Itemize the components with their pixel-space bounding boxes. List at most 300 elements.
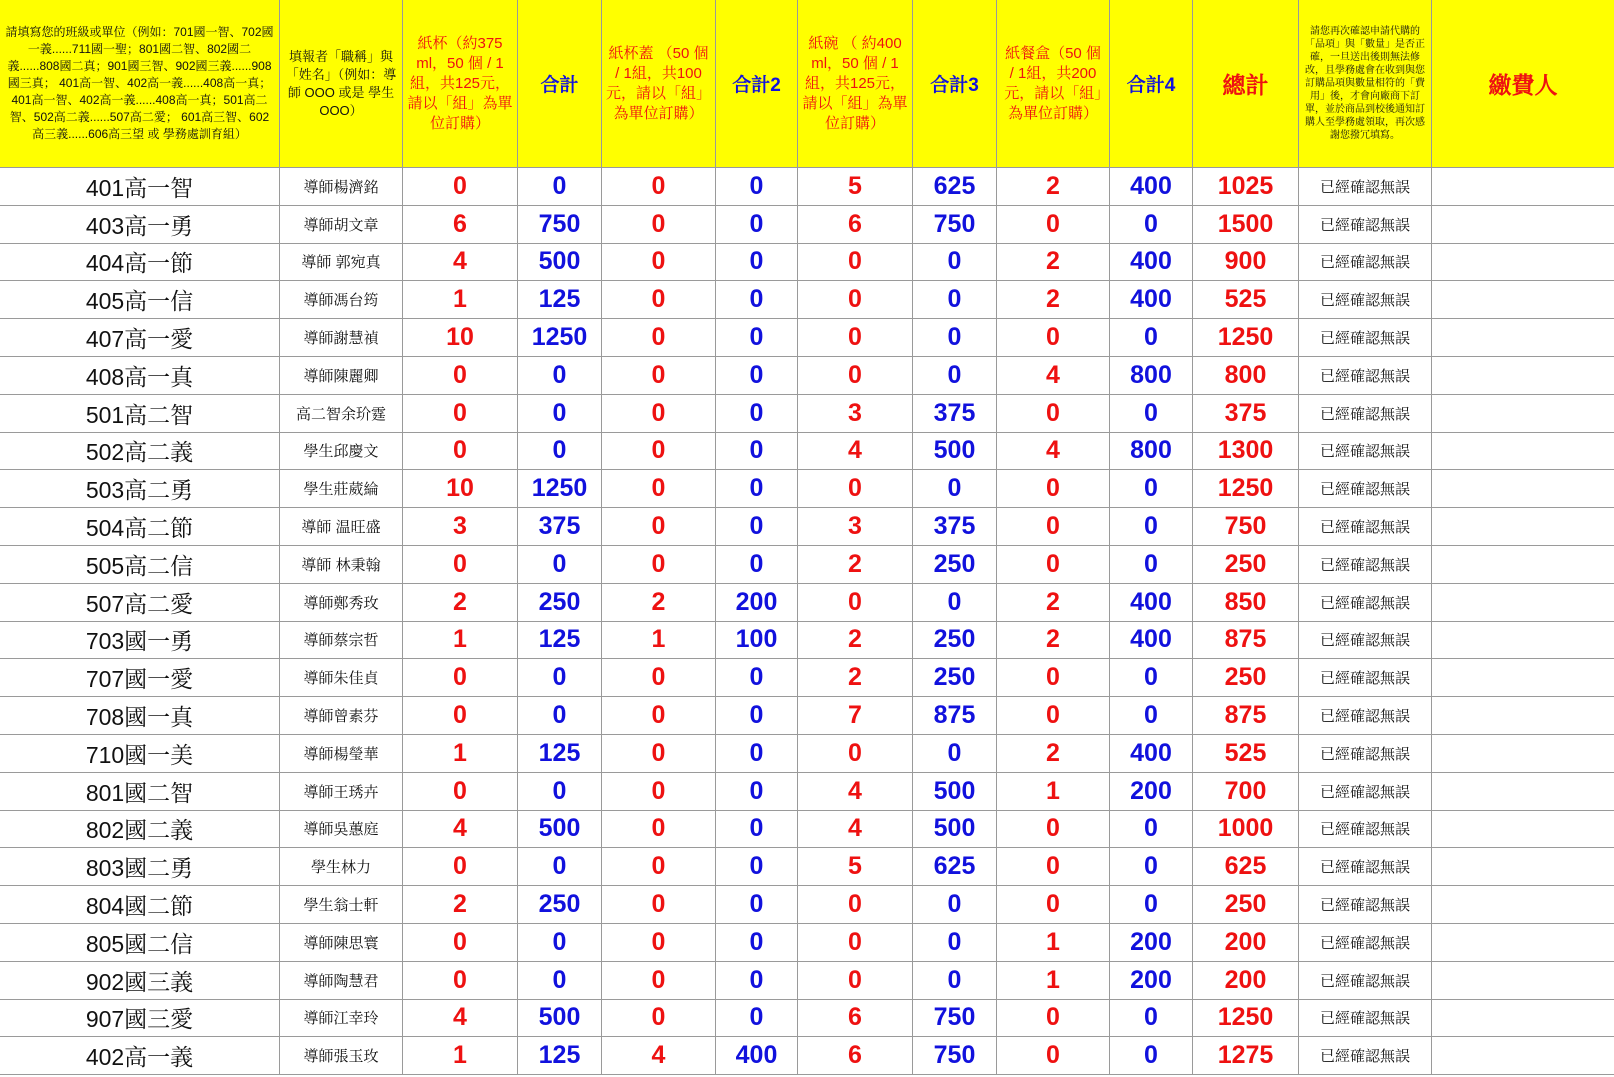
paper-bowl-cell[interactable]: 3	[798, 508, 913, 546]
total2-cell[interactable]: 100	[716, 622, 798, 660]
cup-lid-cell[interactable]: 0	[602, 697, 716, 735]
paper-bowl-cell[interactable]: 0	[798, 886, 913, 924]
confirm-cell[interactable]: 已經確認無誤	[1299, 773, 1432, 811]
payer-cell[interactable]	[1432, 848, 1614, 886]
total2-cell[interactable]: 0	[716, 244, 798, 282]
meal-box-cell[interactable]: 0	[997, 811, 1110, 849]
class-cell[interactable]: 404高一節	[0, 244, 280, 282]
paper-bowl-cell[interactable]: 0	[798, 319, 913, 357]
class-cell[interactable]: 805國二信	[0, 924, 280, 962]
grand-total-cell[interactable]: 1250	[1193, 1000, 1299, 1038]
confirm-cell[interactable]: 已經確認無誤	[1299, 584, 1432, 622]
paper-cup-cell[interactable]: 0	[403, 697, 518, 735]
total2-cell[interactable]: 0	[716, 848, 798, 886]
total1-cell[interactable]: 250	[518, 886, 602, 924]
paper-cup-cell[interactable]: 1	[403, 1037, 518, 1075]
confirm-cell[interactable]: 已經確認無誤	[1299, 924, 1432, 962]
header-total3[interactable]: 合計3	[913, 0, 997, 168]
confirm-cell[interactable]: 已經確認無誤	[1299, 244, 1432, 282]
total4-cell[interactable]: 0	[1110, 470, 1193, 508]
paper-bowl-cell[interactable]: 0	[798, 470, 913, 508]
payer-cell[interactable]	[1432, 622, 1614, 660]
cup-lid-cell[interactable]: 0	[602, 319, 716, 357]
reporter-cell[interactable]: 導師張玉玫	[280, 1037, 403, 1075]
confirm-cell[interactable]: 已經確認無誤	[1299, 811, 1432, 849]
total1-cell[interactable]: 0	[518, 357, 602, 395]
reporter-cell[interactable]: 學生林力	[280, 848, 403, 886]
total3-cell[interactable]: 750	[913, 1000, 997, 1038]
total1-cell[interactable]: 125	[518, 735, 602, 773]
header-total4[interactable]: 合計4	[1110, 0, 1193, 168]
grand-total-cell[interactable]: 875	[1193, 622, 1299, 660]
cup-lid-cell[interactable]: 0	[602, 508, 716, 546]
total4-cell[interactable]: 400	[1110, 622, 1193, 660]
meal-box-cell[interactable]: 0	[997, 546, 1110, 584]
total2-cell[interactable]: 0	[716, 508, 798, 546]
header-meal-box[interactable]: 紙餐盒（50 個 / 1組，共200元，請以「組」為單位訂購）	[997, 0, 1110, 168]
meal-box-cell[interactable]: 1	[997, 924, 1110, 962]
paper-cup-cell[interactable]: 1	[403, 735, 518, 773]
total3-cell[interactable]: 500	[913, 773, 997, 811]
header-confirm[interactable]: 請您再次確認申請代購的「品項」與「數量」是否正確，一旦送出後則無法修改，且學務處會在收到與您訂購品項與數量相符的「費用」後，才會向廠商下訂單，並於商品到校後通知訂購人至學務處領取，再次感謝您撥冗填寫。	[1299, 0, 1432, 168]
header-reporter[interactable]: 填報者「職稱」與「姓名」（例如：導師 OOO 或是 學生OOO）	[280, 0, 403, 168]
reporter-cell[interactable]: 導師 郭宛真	[280, 244, 403, 282]
paper-bowl-cell[interactable]: 0	[798, 584, 913, 622]
total3-cell[interactable]: 250	[913, 659, 997, 697]
confirm-cell[interactable]: 已經確認無誤	[1299, 508, 1432, 546]
meal-box-cell[interactable]: 2	[997, 168, 1110, 206]
total1-cell[interactable]: 0	[518, 433, 602, 471]
meal-box-cell[interactable]: 2	[997, 622, 1110, 660]
total3-cell[interactable]: 500	[913, 433, 997, 471]
meal-box-cell[interactable]: 0	[997, 848, 1110, 886]
meal-box-cell[interactable]: 4	[997, 433, 1110, 471]
total4-cell[interactable]: 0	[1110, 886, 1193, 924]
class-cell[interactable]: 502高二義	[0, 433, 280, 471]
header-total2[interactable]: 合計2	[716, 0, 798, 168]
paper-bowl-cell[interactable]: 5	[798, 168, 913, 206]
meal-box-cell[interactable]: 0	[997, 508, 1110, 546]
payer-cell[interactable]	[1432, 924, 1614, 962]
header-total1[interactable]: 合計	[518, 0, 602, 168]
cup-lid-cell[interactable]: 0	[602, 659, 716, 697]
meal-box-cell[interactable]: 0	[997, 470, 1110, 508]
total1-cell[interactable]: 0	[518, 697, 602, 735]
reporter-cell[interactable]: 導師朱佳貞	[280, 659, 403, 697]
grand-total-cell[interactable]: 1500	[1193, 206, 1299, 244]
total4-cell[interactable]: 0	[1110, 811, 1193, 849]
grand-total-cell[interactable]: 1250	[1193, 470, 1299, 508]
total1-cell[interactable]: 0	[518, 962, 602, 1000]
header-paper-cup[interactable]: 紙杯（約375 ml，50 個 / 1 組，共125元，請以「組」為單位訂購）	[403, 0, 518, 168]
meal-box-cell[interactable]: 0	[997, 697, 1110, 735]
payer-cell[interactable]	[1432, 244, 1614, 282]
payer-cell[interactable]	[1432, 395, 1614, 433]
confirm-cell[interactable]: 已經確認無誤	[1299, 395, 1432, 433]
paper-bowl-cell[interactable]: 0	[798, 244, 913, 282]
total1-cell[interactable]: 125	[518, 1037, 602, 1075]
class-cell[interactable]: 503高二勇	[0, 470, 280, 508]
reporter-cell[interactable]: 導師楊濟銘	[280, 168, 403, 206]
paper-bowl-cell[interactable]: 4	[798, 433, 913, 471]
paper-cup-cell[interactable]: 4	[403, 244, 518, 282]
paper-cup-cell[interactable]: 1	[403, 622, 518, 660]
grand-total-cell[interactable]: 250	[1193, 546, 1299, 584]
reporter-cell[interactable]: 導師王琇卉	[280, 773, 403, 811]
total4-cell[interactable]: 0	[1110, 319, 1193, 357]
confirm-cell[interactable]: 已經確認無誤	[1299, 659, 1432, 697]
total2-cell[interactable]: 0	[716, 206, 798, 244]
total2-cell[interactable]: 0	[716, 962, 798, 1000]
total3-cell[interactable]: 750	[913, 1037, 997, 1075]
class-cell[interactable]: 504高二節	[0, 508, 280, 546]
payer-cell[interactable]	[1432, 1037, 1614, 1075]
cup-lid-cell[interactable]: 0	[602, 168, 716, 206]
reporter-cell[interactable]: 導師謝慧禎	[280, 319, 403, 357]
reporter-cell[interactable]: 導師陳思寰	[280, 924, 403, 962]
cup-lid-cell[interactable]: 0	[602, 546, 716, 584]
confirm-cell[interactable]: 已經確認無誤	[1299, 319, 1432, 357]
confirm-cell[interactable]: 已經確認無誤	[1299, 433, 1432, 471]
paper-bowl-cell[interactable]: 0	[798, 281, 913, 319]
total3-cell[interactable]: 625	[913, 168, 997, 206]
total1-cell[interactable]: 0	[518, 924, 602, 962]
cup-lid-cell[interactable]: 0	[602, 924, 716, 962]
total1-cell[interactable]: 250	[518, 584, 602, 622]
meal-box-cell[interactable]: 2	[997, 244, 1110, 282]
total1-cell[interactable]: 0	[518, 773, 602, 811]
paper-cup-cell[interactable]: 0	[403, 168, 518, 206]
total1-cell[interactable]: 0	[518, 168, 602, 206]
class-cell[interactable]: 402高一義	[0, 1037, 280, 1075]
confirm-cell[interactable]: 已經確認無誤	[1299, 546, 1432, 584]
total1-cell[interactable]: 375	[518, 508, 602, 546]
total3-cell[interactable]: 0	[913, 281, 997, 319]
payer-cell[interactable]	[1432, 697, 1614, 735]
total1-cell[interactable]: 0	[518, 848, 602, 886]
confirm-cell[interactable]: 已經確認無誤	[1299, 206, 1432, 244]
grand-total-cell[interactable]: 200	[1193, 924, 1299, 962]
paper-bowl-cell[interactable]: 0	[798, 735, 913, 773]
class-cell[interactable]: 801國二智	[0, 773, 280, 811]
payer-cell[interactable]	[1432, 1000, 1614, 1038]
paper-cup-cell[interactable]: 4	[403, 1000, 518, 1038]
paper-bowl-cell[interactable]: 0	[798, 962, 913, 1000]
paper-cup-cell[interactable]: 10	[403, 470, 518, 508]
total4-cell[interactable]: 400	[1110, 244, 1193, 282]
reporter-cell[interactable]: 導師吳蕙庭	[280, 811, 403, 849]
class-cell[interactable]: 407高一愛	[0, 319, 280, 357]
paper-bowl-cell[interactable]: 2	[798, 546, 913, 584]
confirm-cell[interactable]: 已經確認無誤	[1299, 622, 1432, 660]
grand-total-cell[interactable]: 800	[1193, 357, 1299, 395]
meal-box-cell[interactable]: 1	[997, 962, 1110, 1000]
reporter-cell[interactable]: 導師胡文章	[280, 206, 403, 244]
total1-cell[interactable]: 125	[518, 281, 602, 319]
grand-total-cell[interactable]: 200	[1193, 962, 1299, 1000]
total2-cell[interactable]: 0	[716, 357, 798, 395]
paper-cup-cell[interactable]: 0	[403, 357, 518, 395]
payer-cell[interactable]	[1432, 206, 1614, 244]
paper-bowl-cell[interactable]: 6	[798, 206, 913, 244]
paper-bowl-cell[interactable]: 7	[798, 697, 913, 735]
cup-lid-cell[interactable]: 0	[602, 811, 716, 849]
grand-total-cell[interactable]: 850	[1193, 584, 1299, 622]
paper-cup-cell[interactable]: 2	[403, 584, 518, 622]
confirm-cell[interactable]: 已經確認無誤	[1299, 735, 1432, 773]
paper-cup-cell[interactable]: 10	[403, 319, 518, 357]
paper-bowl-cell[interactable]: 5	[798, 848, 913, 886]
confirm-cell[interactable]: 已經確認無誤	[1299, 697, 1432, 735]
reporter-cell[interactable]: 學生莊葳綸	[280, 470, 403, 508]
payer-cell[interactable]	[1432, 319, 1614, 357]
total4-cell[interactable]: 200	[1110, 924, 1193, 962]
class-cell[interactable]: 707國一愛	[0, 659, 280, 697]
total4-cell[interactable]: 800	[1110, 433, 1193, 471]
total2-cell[interactable]: 0	[716, 924, 798, 962]
grand-total-cell[interactable]: 750	[1193, 508, 1299, 546]
cup-lid-cell[interactable]: 0	[602, 886, 716, 924]
payer-cell[interactable]	[1432, 433, 1614, 471]
cup-lid-cell[interactable]: 0	[602, 395, 716, 433]
paper-cup-cell[interactable]: 0	[403, 433, 518, 471]
reporter-cell[interactable]: 導師江幸玲	[280, 1000, 403, 1038]
reporter-cell[interactable]: 導師 温旺盛	[280, 508, 403, 546]
total4-cell[interactable]: 0	[1110, 1037, 1193, 1075]
total3-cell[interactable]: 250	[913, 546, 997, 584]
meal-box-cell[interactable]: 2	[997, 584, 1110, 622]
meal-box-cell[interactable]: 0	[997, 395, 1110, 433]
total2-cell[interactable]: 0	[716, 281, 798, 319]
class-cell[interactable]: 802國二義	[0, 811, 280, 849]
class-cell[interactable]: 902國三義	[0, 962, 280, 1000]
total4-cell[interactable]: 0	[1110, 206, 1193, 244]
total4-cell[interactable]: 0	[1110, 848, 1193, 886]
class-cell[interactable]: 804國二節	[0, 886, 280, 924]
total2-cell[interactable]: 0	[716, 811, 798, 849]
reporter-cell[interactable]: 學生翁士軒	[280, 886, 403, 924]
total4-cell[interactable]: 400	[1110, 168, 1193, 206]
paper-cup-cell[interactable]: 1	[403, 281, 518, 319]
total1-cell[interactable]: 125	[518, 622, 602, 660]
cup-lid-cell[interactable]: 0	[602, 848, 716, 886]
paper-bowl-cell[interactable]: 4	[798, 773, 913, 811]
total3-cell[interactable]: 625	[913, 848, 997, 886]
payer-cell[interactable]	[1432, 811, 1614, 849]
grand-total-cell[interactable]: 250	[1193, 886, 1299, 924]
meal-box-cell[interactable]: 0	[997, 659, 1110, 697]
paper-cup-cell[interactable]: 6	[403, 206, 518, 244]
total2-cell[interactable]: 0	[716, 735, 798, 773]
grand-total-cell[interactable]: 525	[1193, 281, 1299, 319]
total1-cell[interactable]: 750	[518, 206, 602, 244]
cup-lid-cell[interactable]: 0	[602, 773, 716, 811]
grand-total-cell[interactable]: 1275	[1193, 1037, 1299, 1075]
paper-bowl-cell[interactable]: 3	[798, 395, 913, 433]
paper-cup-cell[interactable]: 0	[403, 848, 518, 886]
class-cell[interactable]: 408高一真	[0, 357, 280, 395]
total4-cell[interactable]: 0	[1110, 1000, 1193, 1038]
confirm-cell[interactable]: 已經確認無誤	[1299, 470, 1432, 508]
paper-cup-cell[interactable]: 0	[403, 659, 518, 697]
total2-cell[interactable]: 0	[716, 659, 798, 697]
cup-lid-cell[interactable]: 0	[602, 962, 716, 1000]
class-cell[interactable]: 405高一信	[0, 281, 280, 319]
grand-total-cell[interactable]: 1300	[1193, 433, 1299, 471]
grand-total-cell[interactable]: 900	[1193, 244, 1299, 282]
total3-cell[interactable]: 750	[913, 206, 997, 244]
paper-bowl-cell[interactable]: 2	[798, 659, 913, 697]
payer-cell[interactable]	[1432, 735, 1614, 773]
reporter-cell[interactable]: 導師蔡宗哲	[280, 622, 403, 660]
grand-total-cell[interactable]: 375	[1193, 395, 1299, 433]
header-paper-bowl[interactable]: 紙碗 （ 約400 ml，50 個 / 1 組，共125元，請以「組」為單位訂購）	[798, 0, 913, 168]
total3-cell[interactable]: 875	[913, 697, 997, 735]
meal-box-cell[interactable]: 0	[997, 1000, 1110, 1038]
total4-cell[interactable]: 400	[1110, 735, 1193, 773]
total3-cell[interactable]: 0	[913, 319, 997, 357]
cup-lid-cell[interactable]: 0	[602, 735, 716, 773]
cup-lid-cell[interactable]: 0	[602, 1000, 716, 1038]
confirm-cell[interactable]: 已經確認無誤	[1299, 281, 1432, 319]
header-grand-total[interactable]: 總計	[1193, 0, 1299, 168]
reporter-cell[interactable]: 導師馮台筠	[280, 281, 403, 319]
total1-cell[interactable]: 0	[518, 546, 602, 584]
total3-cell[interactable]: 375	[913, 508, 997, 546]
paper-bowl-cell[interactable]: 0	[798, 357, 913, 395]
confirm-cell[interactable]: 已經確認無誤	[1299, 886, 1432, 924]
payer-cell[interactable]	[1432, 281, 1614, 319]
class-cell[interactable]: 401高一智	[0, 168, 280, 206]
grand-total-cell[interactable]: 1000	[1193, 811, 1299, 849]
paper-cup-cell[interactable]: 2	[403, 886, 518, 924]
total3-cell[interactable]: 0	[913, 962, 997, 1000]
total4-cell[interactable]: 400	[1110, 281, 1193, 319]
grand-total-cell[interactable]: 525	[1193, 735, 1299, 773]
payer-cell[interactable]	[1432, 546, 1614, 584]
paper-bowl-cell[interactable]: 6	[798, 1000, 913, 1038]
grand-total-cell[interactable]: 1250	[1193, 319, 1299, 357]
total3-cell[interactable]: 0	[913, 735, 997, 773]
total4-cell[interactable]: 0	[1110, 395, 1193, 433]
total1-cell[interactable]: 1250	[518, 470, 602, 508]
confirm-cell[interactable]: 已經確認無誤	[1299, 1037, 1432, 1075]
paper-cup-cell[interactable]: 0	[403, 773, 518, 811]
total1-cell[interactable]: 1250	[518, 319, 602, 357]
paper-cup-cell[interactable]: 3	[403, 508, 518, 546]
total2-cell[interactable]: 0	[716, 470, 798, 508]
meal-box-cell[interactable]: 2	[997, 735, 1110, 773]
total4-cell[interactable]: 0	[1110, 508, 1193, 546]
grand-total-cell[interactable]: 1025	[1193, 168, 1299, 206]
paper-cup-cell[interactable]: 0	[403, 395, 518, 433]
payer-cell[interactable]	[1432, 962, 1614, 1000]
total2-cell[interactable]: 400	[716, 1037, 798, 1075]
total1-cell[interactable]: 500	[518, 811, 602, 849]
cup-lid-cell[interactable]: 2	[602, 584, 716, 622]
cup-lid-cell[interactable]: 4	[602, 1037, 716, 1075]
reporter-cell[interactable]: 導師陶慧君	[280, 962, 403, 1000]
cup-lid-cell[interactable]: 1	[602, 622, 716, 660]
payer-cell[interactable]	[1432, 470, 1614, 508]
paper-bowl-cell[interactable]: 0	[798, 924, 913, 962]
payer-cell[interactable]	[1432, 773, 1614, 811]
reporter-cell[interactable]: 導師曾素芬	[280, 697, 403, 735]
reporter-cell[interactable]: 導師鄭秀玫	[280, 584, 403, 622]
total4-cell[interactable]: 800	[1110, 357, 1193, 395]
total2-cell[interactable]: 0	[716, 546, 798, 584]
reporter-cell[interactable]: 導師楊瑩華	[280, 735, 403, 773]
total3-cell[interactable]: 0	[913, 886, 997, 924]
cup-lid-cell[interactable]: 0	[602, 281, 716, 319]
grand-total-cell[interactable]: 625	[1193, 848, 1299, 886]
cup-lid-cell[interactable]: 0	[602, 357, 716, 395]
total2-cell[interactable]: 0	[716, 319, 798, 357]
total3-cell[interactable]: 0	[913, 584, 997, 622]
reporter-cell[interactable]: 學生邱慶文	[280, 433, 403, 471]
total1-cell[interactable]: 500	[518, 1000, 602, 1038]
cup-lid-cell[interactable]: 0	[602, 433, 716, 471]
total2-cell[interactable]: 0	[716, 697, 798, 735]
class-cell[interactable]: 708國一真	[0, 697, 280, 735]
payer-cell[interactable]	[1432, 584, 1614, 622]
total4-cell[interactable]: 0	[1110, 659, 1193, 697]
confirm-cell[interactable]: 已經確認無誤	[1299, 357, 1432, 395]
total3-cell[interactable]: 0	[913, 924, 997, 962]
total4-cell[interactable]: 0	[1110, 697, 1193, 735]
meal-box-cell[interactable]: 0	[997, 886, 1110, 924]
reporter-cell[interactable]: 高二智余玠霆	[280, 395, 403, 433]
meal-box-cell[interactable]: 1	[997, 773, 1110, 811]
total4-cell[interactable]: 200	[1110, 962, 1193, 1000]
paper-cup-cell[interactable]: 4	[403, 811, 518, 849]
total2-cell[interactable]: 200	[716, 584, 798, 622]
total2-cell[interactable]: 0	[716, 886, 798, 924]
total3-cell[interactable]: 0	[913, 244, 997, 282]
total1-cell[interactable]: 0	[518, 659, 602, 697]
class-cell[interactable]: 507高二愛	[0, 584, 280, 622]
total3-cell[interactable]: 500	[913, 811, 997, 849]
cup-lid-cell[interactable]: 0	[602, 206, 716, 244]
grand-total-cell[interactable]: 700	[1193, 773, 1299, 811]
reporter-cell[interactable]: 導師陳麗卿	[280, 357, 403, 395]
total2-cell[interactable]: 0	[716, 1000, 798, 1038]
class-cell[interactable]: 803國二勇	[0, 848, 280, 886]
class-cell[interactable]: 403高一勇	[0, 206, 280, 244]
paper-cup-cell[interactable]: 0	[403, 546, 518, 584]
paper-cup-cell[interactable]: 0	[403, 924, 518, 962]
meal-box-cell[interactable]: 0	[997, 206, 1110, 244]
total1-cell[interactable]: 500	[518, 244, 602, 282]
total2-cell[interactable]: 0	[716, 773, 798, 811]
confirm-cell[interactable]: 已經確認無誤	[1299, 1000, 1432, 1038]
payer-cell[interactable]	[1432, 508, 1614, 546]
total4-cell[interactable]: 200	[1110, 773, 1193, 811]
meal-box-cell[interactable]: 2	[997, 281, 1110, 319]
paper-bowl-cell[interactable]: 4	[798, 811, 913, 849]
class-cell[interactable]: 703國一勇	[0, 622, 280, 660]
cup-lid-cell[interactable]: 0	[602, 470, 716, 508]
grand-total-cell[interactable]: 875	[1193, 697, 1299, 735]
header-class-unit[interactable]: 請填寫您的班級或單位（例如：701國一智、702國一義......711國一聖；801國二智、802國二義......808國二真；901國三智、902國三義......908國三真； 401高一智、402高一義......408高一真； 401高一智、402高一義......408高一真；501高二智、502高二義......507高二愛； 601高三智、602高三義......606高三望 或 學務處訓育組）	[0, 0, 280, 168]
payer-cell[interactable]	[1432, 886, 1614, 924]
total3-cell[interactable]: 0	[913, 357, 997, 395]
total2-cell[interactable]: 0	[716, 433, 798, 471]
class-cell[interactable]: 501高二智	[0, 395, 280, 433]
paper-cup-cell[interactable]: 0	[403, 962, 518, 1000]
payer-cell[interactable]	[1432, 659, 1614, 697]
payer-cell[interactable]	[1432, 168, 1614, 206]
